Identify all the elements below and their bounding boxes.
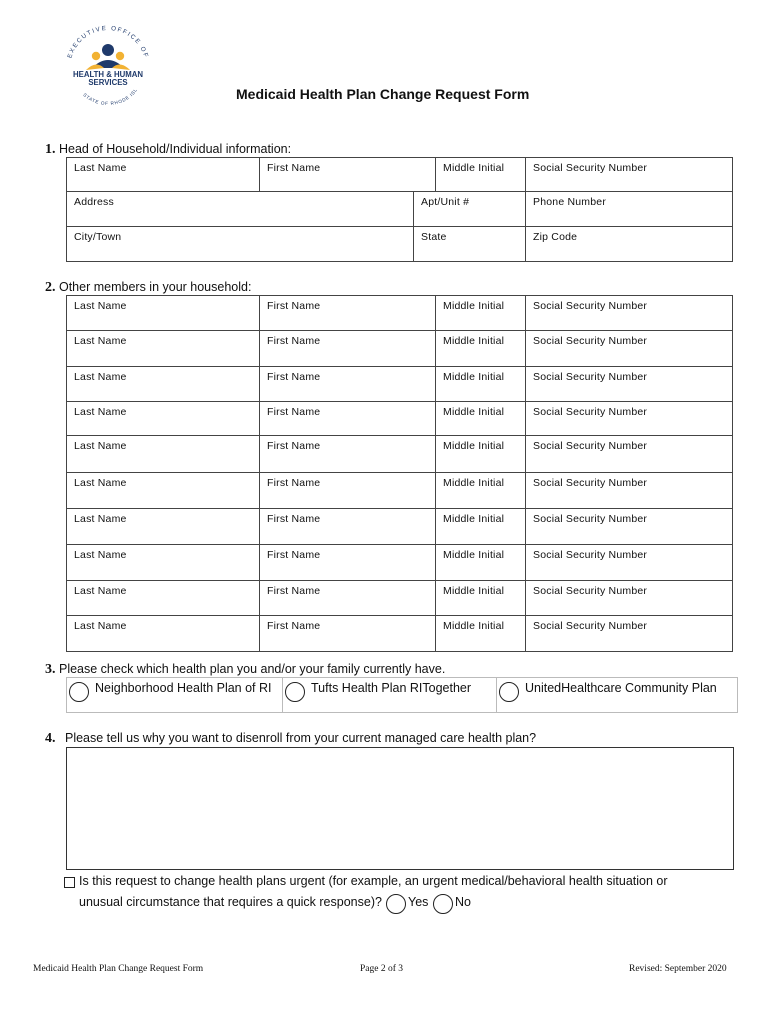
middle-initial-field[interactable]: Middle Initial [436,436,526,473]
section2-heading [45,280,251,296]
last-name-field[interactable]: Last Name [67,158,260,192]
last-name-field[interactable]: Last Name [67,367,260,402]
logo-line1: HEALTH & HUMAN [72,70,144,79]
radio-circle-icon[interactable] [69,682,89,702]
household-member-row [67,331,733,367]
first-name-field[interactable]: First Name [260,509,436,545]
plan-option-tufts[interactable] [283,678,497,712]
first-name-field[interactable]: First Name [260,296,436,331]
urgent-question-line2: unusual circumstance that requires a quick response)? [79,895,382,909]
last-name-field[interactable]: Last Name [67,509,260,545]
household-member-row [67,581,733,616]
urgent-question-line1: Is this request to change health plans urgent (for example, an urgent medical/behavioral health situation or [79,874,668,888]
last-name-field[interactable]: Last Name [67,616,260,652]
footer-revised-date: Revised: September 2020 [629,964,727,974]
first-name-field[interactable]: First Name [260,158,436,192]
address-field[interactable]: Address [67,192,414,227]
household-member-row [67,367,733,402]
last-name-field[interactable]: Last Name [67,436,260,473]
urgent-no-label: No [455,895,471,909]
section2-number: 2. [45,280,56,295]
footer-form-name: Medicaid Health Plan Change Request Form [33,964,204,974]
section3-number: 3. [45,662,56,677]
section1-number: 1. [45,142,56,157]
first-name-field[interactable]: First Name [260,473,436,509]
household-member-row [67,473,733,509]
last-name-field[interactable]: Last Name [67,331,260,367]
section3-heading [45,662,445,678]
hoh-row-city [67,227,733,262]
first-name-field[interactable]: First Name [260,331,436,367]
plan-label: UnitedHealthcare Community Plan [525,681,717,695]
section4-number: 4. [45,731,56,746]
first-name-field[interactable]: First Name [260,402,436,436]
form-title: Medicaid Health Plan Change Request Form [236,86,530,102]
ssn-field[interactable]: Social Security Number [526,158,733,192]
household-members-table [66,295,733,652]
first-name-field[interactable]: First Name [260,545,436,581]
first-name-field[interactable]: First Name [260,581,436,616]
ssn-field[interactable]: Social Security Number [526,545,733,581]
eohhs-logo [58,18,158,110]
middle-initial-field[interactable]: Middle Initial [436,331,526,367]
last-name-field[interactable]: Last Name [67,581,260,616]
section2-title: Other members in your household: [58,280,252,294]
health-plan-options [66,677,738,713]
household-member-row [67,296,733,331]
middle-initial-field[interactable]: Middle Initial [436,402,526,436]
ssn-field[interactable]: Social Security Number [526,616,733,652]
ssn-field[interactable]: Social Security Number [526,473,733,509]
ssn-field[interactable]: Social Security Number [526,367,733,402]
section4-title: Please tell us why you want to disenroll from your current managed care health plan? [64,731,537,745]
state-field[interactable]: State [414,227,526,262]
plan-label: Tufts Health Plan RITogether [311,681,472,695]
last-name-field[interactable]: Last Name [67,473,260,509]
middle-initial-field[interactable]: Middle Initial [436,509,526,545]
section1-title: Head of Household/Individual information: [58,142,292,156]
first-name-field[interactable]: First Name [260,367,436,402]
logo-arc-top: EXECUTIVE OFFICE OF [66,24,150,60]
disenroll-reason-textbox[interactable] [66,747,734,870]
ssn-field[interactable]: Social Security Number [526,402,733,436]
hoh-address-table [66,191,733,262]
urgent-yes-label: Yes [408,895,429,909]
urgent-yes-radio[interactable] [386,894,406,914]
ssn-field[interactable]: Social Security Number [526,436,733,473]
household-member-row [67,545,733,581]
last-name-field[interactable]: Last Name [67,296,260,331]
section3-title: Please check which health plan you and/or your family currently have. [58,662,446,676]
urgent-checkbox[interactable] [64,877,75,888]
apt-unit-field[interactable]: Apt/Unit # [414,192,526,227]
ssn-field[interactable]: Social Security Number [526,509,733,545]
plan-option-uhc[interactable] [497,678,737,712]
plan-option-nhpri[interactable] [67,678,283,712]
first-name-field[interactable]: First Name [260,616,436,652]
middle-initial-field[interactable]: Middle Initial [436,581,526,616]
section4-heading [45,731,536,747]
phone-number-field[interactable]: Phone Number [526,192,733,227]
middle-initial-field[interactable]: Middle Initial [436,367,526,402]
first-name-field[interactable]: First Name [260,436,436,473]
household-member-row [67,509,733,545]
middle-initial-field[interactable]: Middle Initial [436,473,526,509]
head-of-household-table [66,157,733,192]
household-member-row [67,616,733,652]
zip-code-field[interactable]: Zip Code [526,227,733,262]
last-name-field[interactable]: Last Name [67,402,260,436]
middle-initial-field[interactable]: Middle Initial [436,545,526,581]
radio-circle-icon[interactable] [499,682,519,702]
ssn-field[interactable]: Social Security Number [526,331,733,367]
section1-heading [45,142,291,158]
household-member-row [67,436,733,473]
middle-initial-field[interactable]: Middle Initial [436,616,526,652]
city-town-field[interactable]: City/Town [67,227,414,262]
middle-initial-field[interactable]: Middle Initial [436,158,526,192]
logo-line2: SERVICES [88,78,128,87]
logo-arc-bottom: STATE OF RHODE ISL [82,87,139,106]
last-name-field[interactable]: Last Name [67,545,260,581]
ssn-field[interactable]: Social Security Number [526,296,733,331]
hoh-row-name [67,158,733,192]
middle-initial-field[interactable]: Middle Initial [436,296,526,331]
hoh-row-address [67,192,733,227]
footer-page-number: Page 2 of 3 [360,964,404,974]
urgent-no-radio[interactable] [433,894,453,914]
household-member-row [67,402,733,436]
radio-circle-icon[interactable] [285,682,305,702]
ssn-field[interactable]: Social Security Number [526,581,733,616]
plan-label: Neighborhood Health Plan of RI [95,681,272,695]
